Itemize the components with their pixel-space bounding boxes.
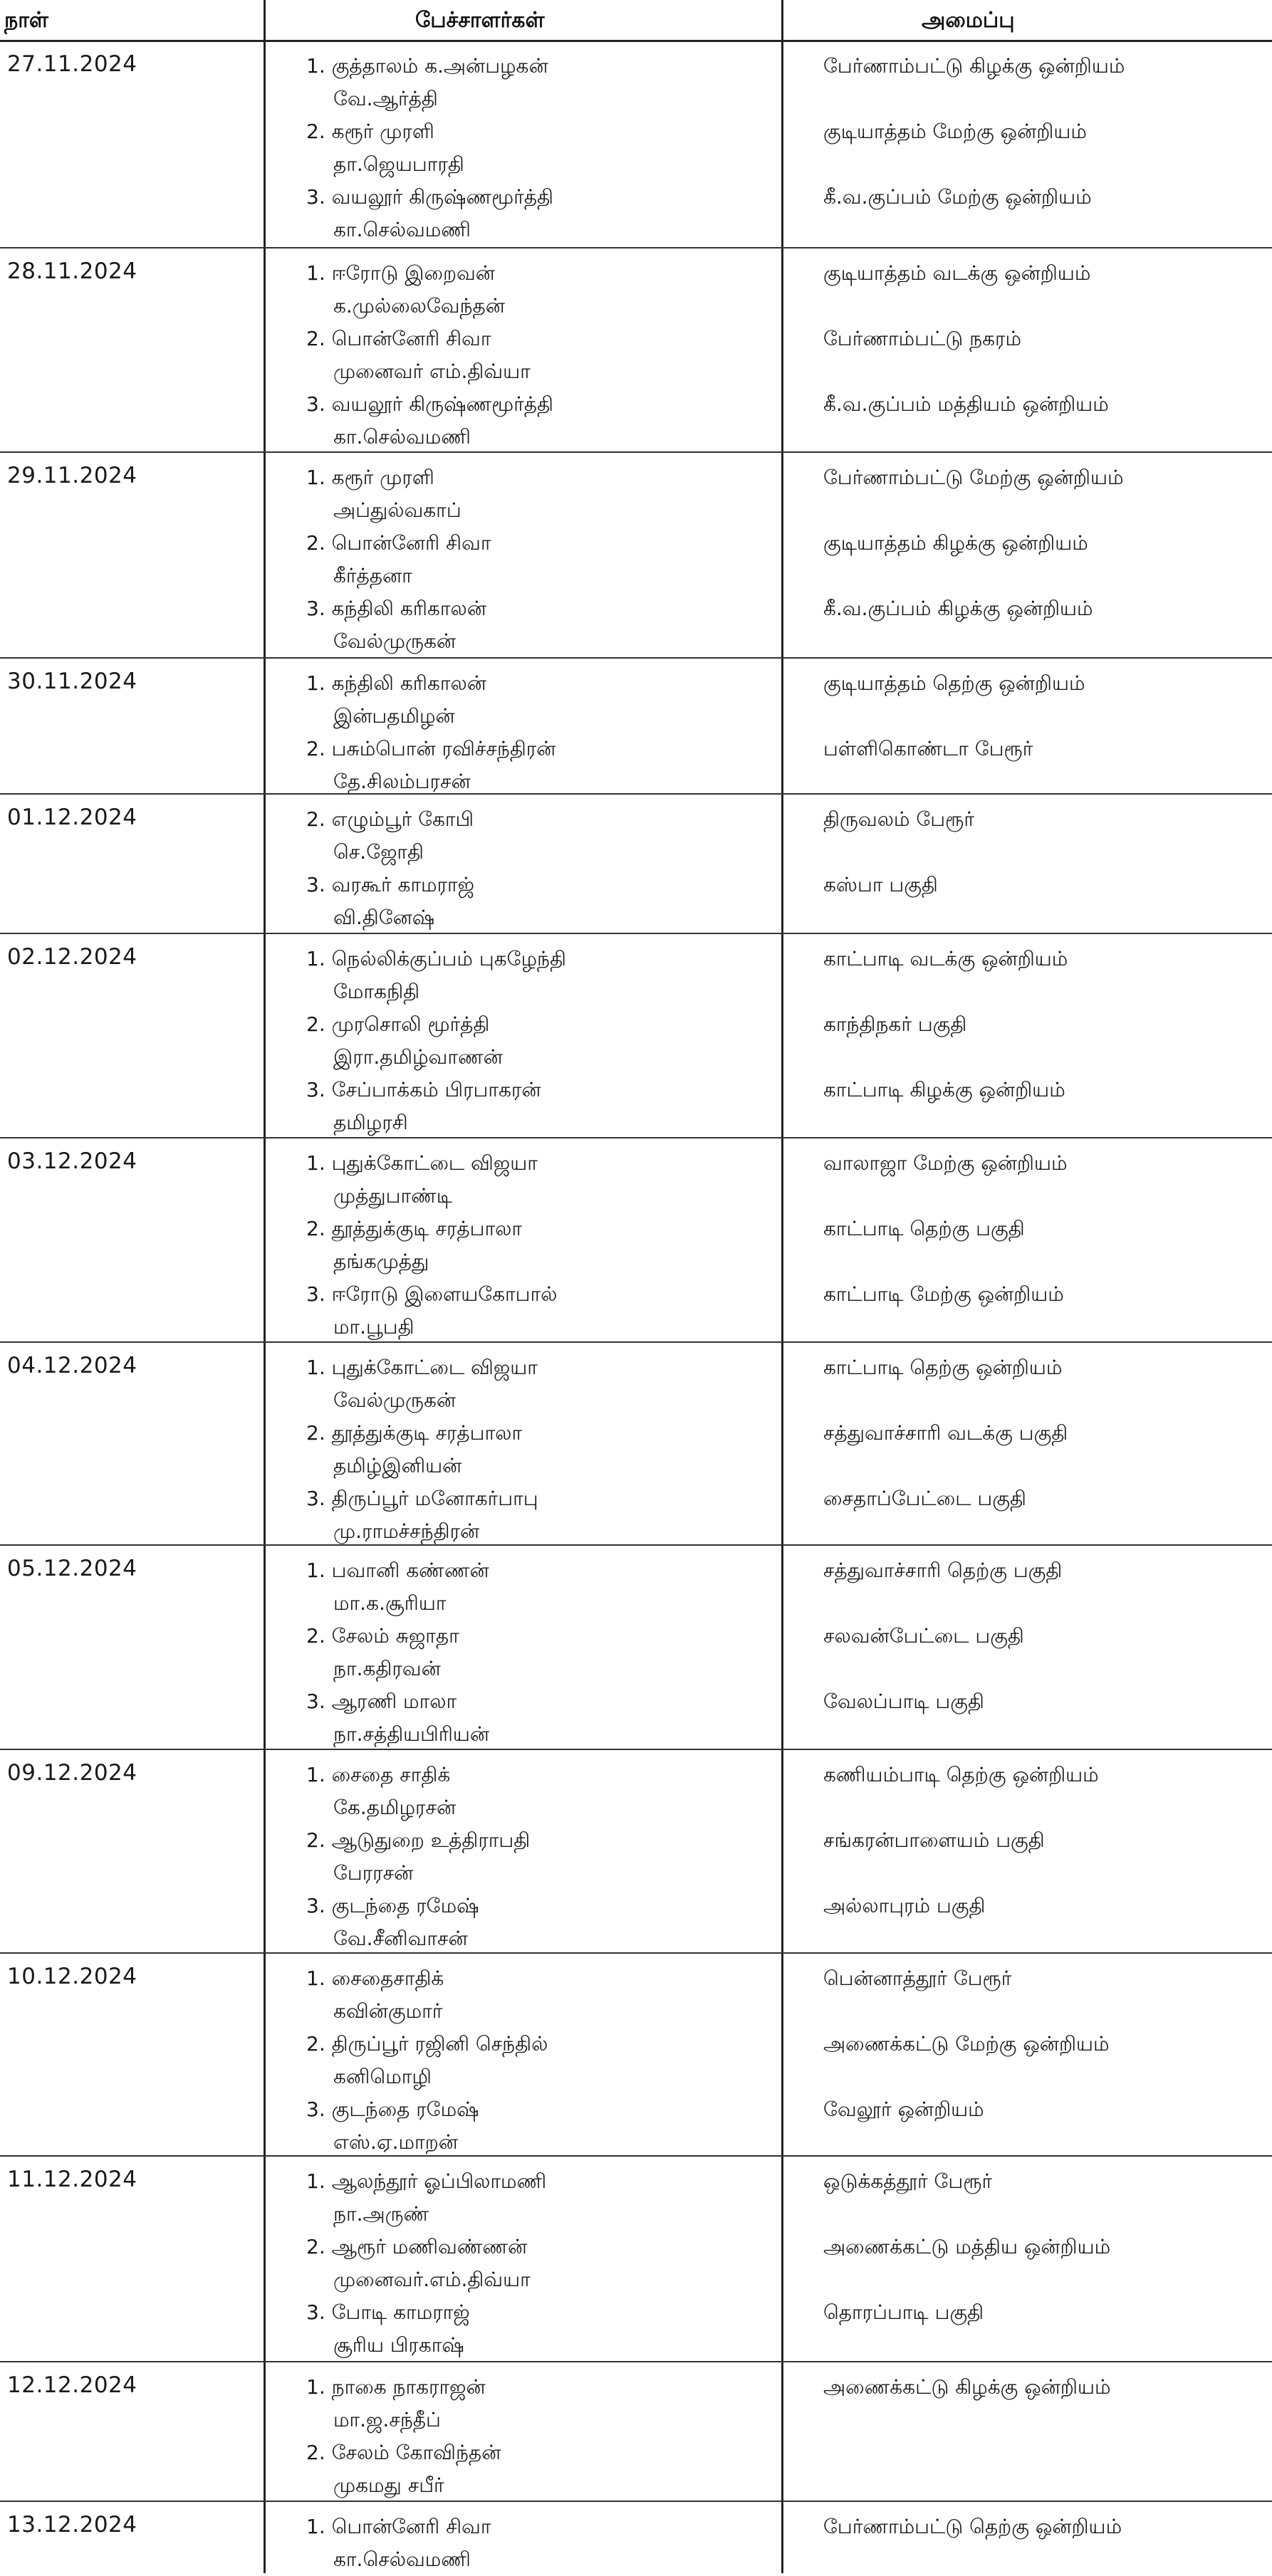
organization-name: வேலப்பாடி பகுதி (823, 1690, 984, 1713)
row-date: 30.11.2024 (7, 669, 137, 694)
speaker-name: 2. தூத்துக்குடி சரத்பாலா (306, 1217, 522, 1240)
speaker-list (306, 50, 769, 246)
speaker-subname: தமிழரசி (333, 1111, 408, 1134)
organization-name: குடியாத்தம் கிழக்கு ஒன்றியம் (823, 531, 1088, 555)
speaker-name: 2. பசும்பொன் ரவிச்சந்திரன் (306, 737, 556, 760)
speaker-name: 2. எழும்பூர் கோபி (306, 807, 474, 831)
speaker-name: 2. ஆரூர் மணிவண்ணன் (306, 2235, 528, 2258)
row-divider (0, 451, 1272, 453)
organization-name: காந்திநகர் பகுதி (823, 1012, 967, 1036)
row-divider (0, 933, 1272, 934)
header-divider (0, 40, 1272, 42)
row-divider (0, 2501, 1272, 2502)
speaker-name: 3. குடந்தை ரமேஷ் (306, 2098, 479, 2121)
speaker-subname: கவின்குமார் (333, 1999, 443, 2023)
speaker-name: 3. ஆரணி மாலா (306, 1690, 457, 1713)
organization-name: பேர்ணாம்பட்டு மேற்கு ஒன்றியம் (823, 466, 1124, 489)
speaker-name: 3. கந்திலி கரிகாலன் (306, 597, 486, 620)
speaker-name: 2. திருப்பூர் ரஜினி செந்தில் (306, 2032, 548, 2056)
speaker-subname: கே.தமிழரசன் (333, 1796, 457, 1819)
speaker-name: 1. புதுக்கோட்டை விஜயா (306, 1151, 538, 1175)
organization-name: குடியாத்தம் தெற்கு ஒன்றியம் (823, 671, 1085, 695)
organization-name: காட்பாடி கிழக்கு ஒன்றியம் (823, 1078, 1065, 1101)
speaker-name: 2. முரசொலி மூர்த்தி (306, 1012, 490, 1036)
speaker-list (306, 1962, 769, 2159)
speaker-subname: மா.ஜ.சந்தீப் (333, 2408, 441, 2431)
organization-name: தொரப்பாடி பகுதி (823, 2300, 984, 2324)
speaker-subname: கா.செல்வமணி (333, 425, 471, 449)
row-date: 28.11.2024 (7, 258, 137, 284)
organization-name: அணைக்கட்டு மத்திய ஒன்றியம் (823, 2235, 1111, 2258)
row-divider (0, 2361, 1272, 2362)
row-divider (0, 1544, 1272, 1546)
speaker-name: 2. பொன்னேரி சிவா (306, 327, 491, 350)
speaker-name: 2. ஆடுதுறை உத்திராபதி (306, 1828, 531, 1852)
row-date: 11.12.2024 (7, 2167, 137, 2192)
row-divider (0, 1749, 1272, 1750)
speaker-subname: வி.தினேஷ் (333, 906, 435, 929)
speaker-subname: கா.செல்வமணி (333, 218, 471, 241)
speaker-name: 3. சேப்பாக்கம் பிரபாகரன் (306, 1078, 541, 1101)
speaker-name: 1. கரூர் முரளி (306, 466, 434, 489)
organization-list (823, 1759, 1265, 1955)
organization-name: சலவன்பேட்டை பகுதி (823, 1624, 1024, 1648)
header-organization: அமைப்பு (922, 8, 1015, 33)
organization-name: ஒடுக்கத்தூர் பேரூர் (823, 2169, 993, 2193)
organization-name: பேர்ணாம்பட்டு தெற்கு ஒன்றியம் (823, 2515, 1122, 2538)
speaker-subname: தே.சிலம்பரசன் (333, 770, 471, 793)
speaker-subname: நா.அருண் (333, 2202, 429, 2226)
speaker-list (306, 1554, 769, 1751)
organization-list (823, 257, 1265, 454)
speaker-subname: நா.சத்தியபிரியன் (333, 1722, 490, 1746)
organization-list (823, 461, 1265, 658)
organization-name: வாலாஜா மேற்கு ஒன்றியம் (823, 1151, 1068, 1175)
speaker-name: 1. குத்தாலம் க.அன்பழகன் (306, 54, 548, 78)
speaker-subname: வேல்முருகன் (333, 1388, 457, 1412)
speaker-name: 1. சைதை சாதிக் (306, 1763, 451, 1786)
organization-name: அணைக்கட்டு மேற்கு ஒன்றியம் (823, 2032, 1110, 2056)
speaker-name: 3. போடி காமராஜ் (306, 2300, 470, 2324)
organization-list (823, 943, 1265, 1139)
speaker-subname: வே.ஆர்த்தி (333, 87, 438, 110)
speaker-subname: மா.பூபதி (333, 1315, 415, 1339)
speaker-name: 1. புதுக்கோட்டை விஜயா (306, 1356, 538, 1379)
organization-name: காட்பாடி தெற்கு பகுதி (823, 1217, 1025, 1240)
speaker-name: 1. சைதைசாதிக் (306, 1967, 444, 1990)
speaker-subname: முனைவர்.எம்.திவ்யா (333, 2268, 531, 2291)
speaker-name: 3. வரகூர் காமராஜ் (306, 873, 475, 896)
speaker-subname: மா.க.சூரியா (333, 1591, 447, 1615)
speaker-list (306, 2510, 769, 2576)
speaker-list (306, 1759, 769, 1955)
speaker-name: 3. திருப்பூர் மனோகர்பாபு (306, 1487, 538, 1510)
speaker-name: 3. குடந்தை ரமேஷ் (306, 1894, 479, 1917)
organization-name: கீ.வ.குப்பம் கிழக்கு ஒன்றியம் (823, 597, 1093, 620)
speaker-name: 1. ஆலந்தூர் ஓப்பிலாமணி (306, 2169, 547, 2193)
header-date: நாள் (4, 8, 48, 33)
speaker-name: 2. பொன்னேரி சிவா (306, 531, 491, 555)
organization-list (823, 2510, 1265, 2576)
speaker-list (306, 2165, 769, 2362)
speaker-list (306, 943, 769, 1139)
row-divider (0, 247, 1272, 248)
speaker-subname: முனைவர் எம்.திவ்யா (333, 360, 531, 383)
speaker-subname: இரா.தமிழ்வாணன் (333, 1045, 503, 1069)
row-divider (0, 793, 1272, 795)
organization-list (823, 2371, 1265, 2436)
speaker-name: 3. ஈரோடு இளையகோபால் (306, 1282, 558, 1306)
speaker-name: 1. கந்திலி கரிகாலன் (306, 671, 486, 695)
organization-list (823, 1147, 1265, 1344)
row-divider (0, 1952, 1272, 1954)
row-divider (0, 2155, 1272, 2157)
organization-name: காட்பாடி தெற்கு ஒன்றியம் (823, 1356, 1063, 1379)
organization-name: கீ.வ.குப்பம் மேற்கு ஒன்றியம் (823, 185, 1092, 209)
organization-name: சத்துவாச்சாரி தெற்கு பகுதி (823, 1559, 1063, 1582)
organization-name: குடியாத்தம் மேற்கு ஒன்றியம் (823, 120, 1087, 143)
column-divider (781, 0, 783, 2573)
speaker-name: 1. நாகை நாகராஜன் (306, 2375, 486, 2399)
speaker-name: 1. ஈரோடு இறைவன் (306, 261, 495, 285)
organization-list (823, 1351, 1265, 1548)
speaker-list (306, 2371, 769, 2502)
organization-list (823, 50, 1265, 246)
speaker-subname: மோகநிதி (333, 980, 420, 1003)
speaker-subname: வேல்முருகன் (333, 629, 457, 653)
organization-name: கணியம்பாடி தெற்கு ஒன்றியம் (823, 1763, 1099, 1786)
organization-list (823, 1554, 1265, 1751)
speaker-subname: க.முல்லைவேந்தன் (333, 294, 505, 318)
row-date: 04.12.2024 (7, 1353, 137, 1378)
speaker-subname: நா.கதிரவன் (333, 1657, 441, 1680)
speaker-name: 2. தூத்துக்குடி சரத்பாலா (306, 1421, 522, 1445)
organization-list (823, 2165, 1265, 2362)
speaker-name: 2. கரூர் முரளி (306, 120, 434, 143)
speaker-name: 3. வயலூர் கிருஷ்ணமூர்த்தி (306, 185, 553, 209)
speaker-subname: தா.ஜெயபாரதி (333, 152, 464, 176)
speaker-name: 2. சேலம் சுஜாதா (306, 1624, 459, 1648)
organization-name: வேலூர் ஒன்றியம் (823, 2098, 984, 2121)
speaker-name: 3. வயலூர் கிருஷ்ணமூர்த்தி (306, 392, 553, 416)
organization-name: காட்பாடி மேற்கு ஒன்றியம் (823, 1282, 1064, 1306)
speaker-name: 1. பவானி கண்ணன் (306, 1559, 489, 1582)
row-divider (0, 1341, 1272, 1343)
speaker-list (306, 1147, 769, 1344)
speaker-name: 1. நெல்லிக்குப்பம் புகழேந்தி (306, 947, 566, 970)
organization-name: சத்துவாச்சாரி வடக்கு பகுதி (823, 1421, 1068, 1445)
column-divider (264, 0, 266, 2573)
organization-name: காட்பாடி வடக்கு ஒன்றியம் (823, 947, 1068, 970)
speaker-subname: கா.செல்வமணி (333, 2548, 471, 2571)
speaker-name: 1. பொன்னேரி சிவா (306, 2515, 491, 2538)
row-date: 03.12.2024 (7, 1148, 137, 1174)
organization-name: கஸ்பா பகுதி (823, 873, 938, 896)
speaker-subname: கீர்த்தனா (333, 564, 412, 587)
speaker-subname: தங்கமுத்து (333, 1250, 429, 1273)
organization-name: அணைக்கட்டு கிழக்கு ஒன்றியம் (823, 2375, 1111, 2399)
speaker-name: 2. சேலம் கோவிந்தன் (306, 2441, 501, 2464)
row-divider (0, 657, 1272, 659)
speaker-subname: எஸ்.ஏ.மாறன் (333, 2130, 458, 2154)
organization-name: சைதாப்பேட்டை பகுதி (823, 1487, 1026, 1510)
speaker-subname: முத்துபாண்டி (333, 1184, 452, 1208)
row-date: 01.12.2024 (7, 805, 137, 830)
speaker-subname: மு.ராமச்சந்திரன் (333, 1519, 480, 1543)
row-divider (0, 1137, 1272, 1138)
speaker-list (306, 1351, 769, 1548)
row-date: 02.12.2024 (7, 944, 137, 970)
organization-name: அல்லாபுரம் பகுதி (823, 1894, 986, 1917)
row-date: 12.12.2024 (7, 2372, 137, 2398)
organization-name: திருவலம் பேரூர் (823, 807, 974, 831)
organization-name: பேர்ணாம்பட்டு நகரம் (823, 327, 1022, 350)
speaker-subname: செ.ஜோதி (333, 840, 424, 864)
organization-name: சங்கரன்பாளையம் பகுதி (823, 1828, 1045, 1852)
organization-name: பள்ளிகொண்டா பேரூர் (823, 737, 1033, 760)
organization-list (823, 667, 1265, 798)
row-date: 13.12.2024 (7, 2512, 137, 2538)
speaker-subname: சூரிய பிரகாஷ் (333, 2333, 464, 2357)
speaker-list (306, 667, 769, 798)
row-date: 27.11.2024 (7, 51, 137, 77)
speaker-list (306, 257, 769, 454)
row-date: 29.11.2024 (7, 463, 137, 488)
speaker-list (306, 803, 769, 934)
row-date: 05.12.2024 (7, 1556, 137, 1581)
speaker-subname: கனிமொழி (333, 2065, 432, 2088)
speaker-subname: இன்பதமிழன் (333, 704, 455, 728)
header-speakers: பேச்சாளர்கள் (415, 8, 545, 33)
speaker-subname: அப்துல்வகாப் (333, 498, 462, 522)
speaker-subname: பேரரசன் (333, 1861, 414, 1885)
organization-list (823, 1962, 1265, 2159)
organization-name: குடியாத்தம் வடக்கு ஒன்றியம் (823, 261, 1091, 285)
organization-name: கீ.வ.குப்பம் மத்தியம் ஒன்றியம் (823, 392, 1109, 416)
row-date: 10.12.2024 (7, 1964, 137, 1989)
speaker-subname: முகமது சபீர் (333, 2473, 444, 2497)
organization-name: பேர்ணாம்பட்டு கிழக்கு ஒன்றியம் (823, 54, 1125, 78)
speaker-subname: தமிழ்இனியன் (333, 1454, 462, 1477)
speaker-subname: வே.சீனிவாசன் (333, 1927, 468, 1950)
row-date: 09.12.2024 (7, 1760, 137, 1786)
organization-list (823, 803, 1265, 934)
organization-name: பென்னாத்தூர் பேரூர் (823, 1967, 1012, 1990)
speaker-list (306, 461, 769, 658)
